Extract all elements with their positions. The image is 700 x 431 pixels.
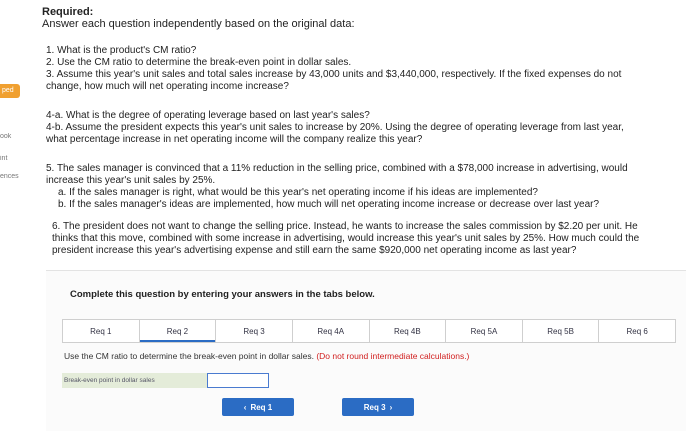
required-heading: Required:: [42, 6, 94, 18]
question-6-cont2: president increase this year's advertising expense and still earn the same $920,000 net operating income as last year?: [52, 245, 577, 256]
left-sidebar: [0, 0, 30, 430]
breakeven-input[interactable]: [207, 373, 269, 388]
question-3: 3. Assume this year's unit sales and total sales increase by 43,000 units and $3,440,000, respectively. If the fixed expenses do not: [46, 69, 622, 80]
chevron-right-icon: ›: [389, 402, 393, 412]
sidebar-item-print[interactable]: int: [0, 155, 8, 162]
question-6-cont1: thinks that this move, combined with some increase in advertising, would increase this year's unit sales by 25%. How much could the: [52, 233, 640, 244]
question-5b: b. If the sales manager's ideas are implemented, how much will net operating income increase or decrease over last year?: [58, 199, 600, 210]
chevron-left-icon: ‹: [243, 402, 247, 412]
sidebar-item-ebook[interactable]: ook: [0, 133, 12, 140]
tab-req-4b[interactable]: Req 4B: [370, 320, 447, 342]
question-4b-cont: what percentage increase in net operating income will the company realize this year?: [46, 134, 423, 145]
prev-req-label: Req 1: [250, 402, 273, 412]
tab-instruction: [64, 351, 469, 361]
tab-req-6[interactable]: Req 6: [626, 326, 648, 336]
question-5-cont: increase this year's unit sales by 25%.: [46, 175, 216, 186]
panel-title: Complete this question by entering your answers in the tabs below.: [70, 289, 375, 300]
question-4b: 4-b. Assume the president expects this year's unit sales to increase by 20%. Using the degree of operating leverage from last year,: [46, 122, 624, 133]
tab-req-1[interactable]: Req 1: [63, 320, 140, 342]
question-2: 2. Use the CM ratio to determine the break-even point in dollar sales.: [46, 57, 352, 68]
sidebar-item-active[interactable]: ped: [0, 84, 20, 98]
tab-instruction-main: Use the CM ratio to determine the break-even point in dollar sales.: [64, 351, 314, 361]
next-req-button[interactable]: [342, 398, 414, 416]
prev-req-button[interactable]: [222, 398, 294, 416]
tab-instruction-note: (Do not round intermediate calculations.): [316, 351, 470, 361]
instruction-text: Answer each question independently based on the original data:: [42, 18, 355, 30]
question-6: 6. The president does not want to change the selling price. Instead, he wants to increase the sales commission by $2.20 per unit. He: [52, 221, 638, 232]
req-tabs: [62, 319, 676, 343]
question-5a: a. If the sales manager is right, what would be this year's net operating income if his ideas are implemented?: [58, 187, 538, 198]
question-4a: 4-a. What is the degree of operating leverage based on last year's sales?: [46, 110, 370, 121]
tab-req-2[interactable]: Req 2: [140, 320, 217, 342]
tab-req-5b[interactable]: Req 5B: [523, 320, 600, 342]
question-5: 5. The sales manager is convinced that a 11% reduction in the selling price, combined with a $78,000 increase in advertising, would: [46, 163, 628, 174]
next-req-label: Req 3: [363, 402, 386, 412]
tab-req-3[interactable]: Req 3: [216, 320, 293, 342]
question-3-cont: change, how much will net operating income increase?: [46, 81, 289, 92]
breakeven-label: Break-even point in dollar sales: [62, 373, 207, 388]
sidebar-item-references[interactable]: ences: [0, 173, 19, 180]
question-1: 1. What is the product's CM ratio?: [46, 45, 197, 56]
tab-req-4a[interactable]: Req 4A: [293, 320, 370, 342]
tab-req-5a[interactable]: Req 5A: [446, 320, 523, 342]
breakeven-row: [62, 373, 269, 388]
